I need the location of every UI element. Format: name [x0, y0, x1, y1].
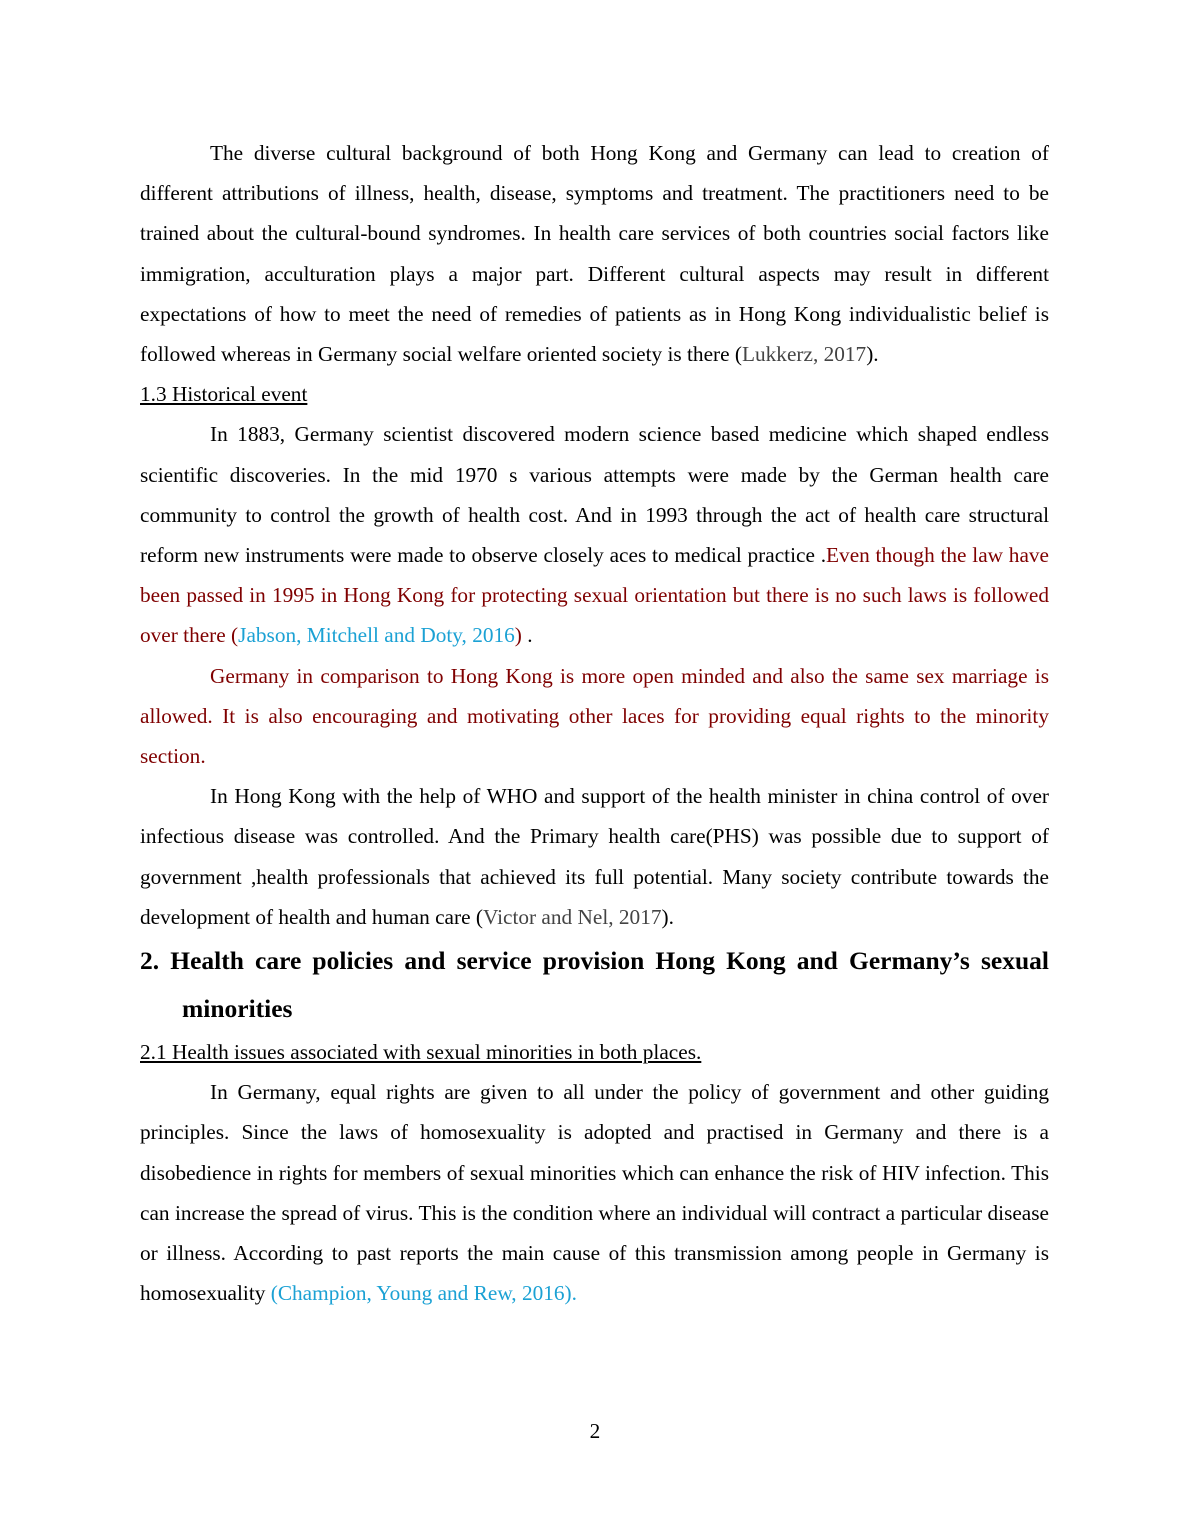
paragraph-hong-kong-who: [140, 776, 1049, 937]
highlighted-text-red: Even though the law have been passed in 1995 in Hong Kong for protecting sexual orientation but there is no such laws is followed over there (: [140, 543, 1050, 648]
paragraph-text: In 1883, Germany scientist discovered modern science based medicine which shaped endless scientific discoveries. In the mid 1970 s various attempts were made by the German health care community to control the growth of health cost. And in 1993 through the act of health care structural reform new instruments were made to observe closely aces to medical practice .: [140, 422, 1049, 568]
paragraph-germany-equal-rights: [140, 1072, 1049, 1313]
paragraph-cultural-background: [140, 133, 1049, 374]
section-title: Health care policies and service provision Hong Kong and Germany’s sexual minorities: [159, 946, 1049, 1023]
document-page: [140, 133, 1049, 1313]
citation-lukkerz: Lukkerz, 2017: [742, 342, 867, 367]
citation-victor: Victor and Nel, 2017: [482, 904, 662, 929]
citation-close-paren: ).: [866, 342, 879, 367]
paragraph-tail: .: [521, 623, 533, 648]
citation-open-paren: (: [734, 342, 742, 367]
page-number: 2: [589, 1419, 601, 1443]
paragraph-text: The diverse cultural background of both Hong Kong and Germany can lead to creation of different attributions of illness, health, disease, symptoms and treatment. The practitioners need to be trained about the cultural-bound syndromes. In health care services of both countries social factors like immigration, acculturation plays a major part. Different cultural aspects may result in different expectations of how to meet the need of remedies of patients as in Hong Kong individualistic belief is followed whereas in Germany social welfare oriented society is there: [140, 141, 1049, 367]
paragraph-text: In Germany, equal rights are given to all under the policy of government and other guiding principles. Since the laws of homosexuality is adopted and practised in Germany and there is a disobedience in rights for members of sexual minorities which can enhance the risk of HIV infection. This can increase the spread of virus. This is the condition where an individual will contract a particular disease or illness. According to past reports the main cause of this transmission among people in Germany is homosexuality: [140, 1080, 1049, 1306]
heading-section-2: [140, 937, 1049, 1032]
heading-health-issues: 2.1 Health issues associated with sexual minorities in both places.: [140, 1040, 702, 1065]
paragraph-germany-comparison: [140, 656, 1049, 777]
heading-historical-event: 1.3 Historical event: [140, 382, 308, 407]
citation-champion: (Champion, Young and Rew, 2016).: [270, 1281, 577, 1306]
citation-close-paren: ).: [661, 904, 674, 929]
paragraph-text: In Hong Kong with the help of WHO and support of the health minister in china control of over infectious disease was controlled. And the Primary health care(PHS) was possible due to support of government ,health professionals that achieved its full potential. Many society contribute towards the development of health and human care (: [140, 784, 1049, 929]
paragraph-history-1883: [140, 414, 1049, 655]
highlighted-text-red: Germany in comparison to Hong Kong is more open minded and also the same sex marriage is allowed. It is also encouraging and motivating other laces for providing equal rights to the minority section.: [140, 663, 1049, 769]
section-number: 2.: [140, 946, 160, 976]
citation-jabson: Jabson, Mitchell and Doty, 2016: [238, 623, 515, 648]
citation-close-paren: ): [514, 623, 522, 648]
